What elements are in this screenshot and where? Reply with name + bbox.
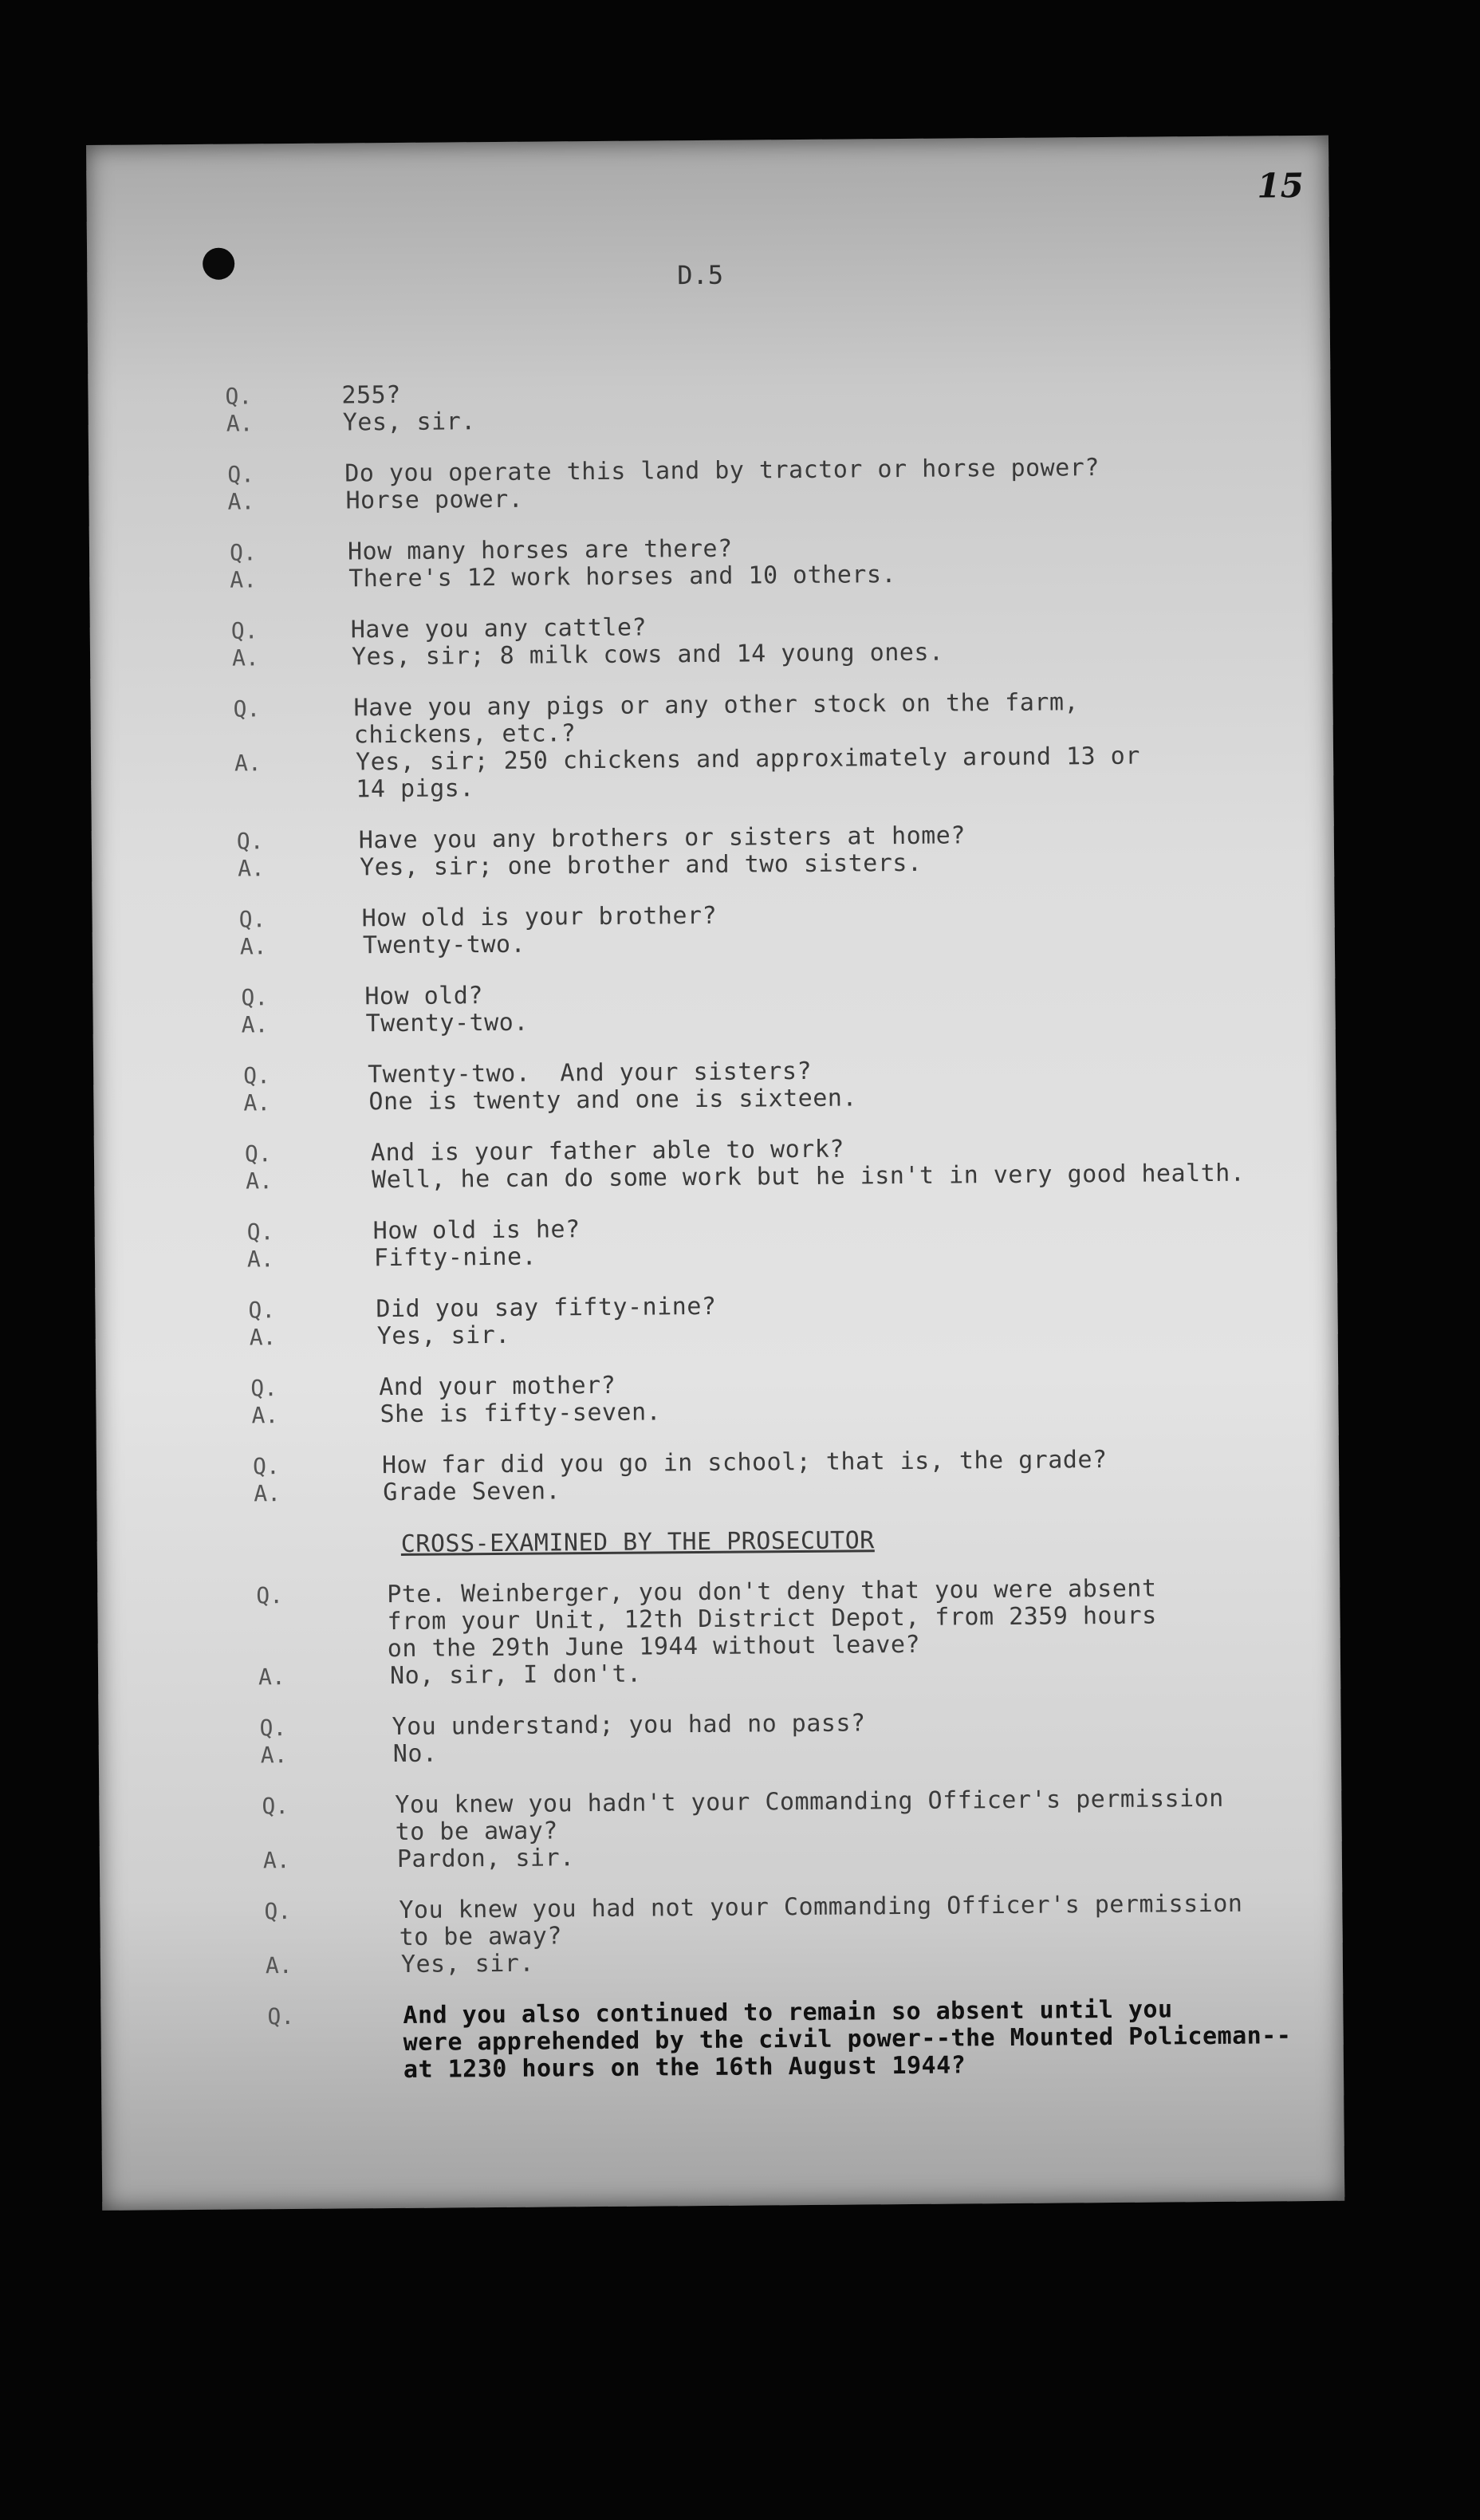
answer-text: Yes, sir. xyxy=(376,1321,510,1351)
question-text: You knew you had not your Commanding Officer's permission to be away? xyxy=(399,1889,1243,1951)
question-text: Have you any pigs or any other stock on the farm, chickens, etc.? xyxy=(353,688,1080,750)
answer-text: Pardon, sir. xyxy=(396,1844,575,1874)
page-identifier: D.5 xyxy=(677,259,724,291)
question-text: 255? xyxy=(341,380,401,410)
question-text: How many horses are there? xyxy=(347,534,733,566)
question-text: Have you any brothers or sisters at home? xyxy=(358,821,966,855)
question-text: You knew you hadn't your Commanding Officer's permission to be away? xyxy=(395,1784,1224,1847)
question-text: And is your father able to work? xyxy=(370,1135,845,1167)
section-heading: CROSS-EXAMINED BY THE PROSECUTOR xyxy=(400,1526,875,1558)
answer-text: Yes, sir. xyxy=(342,408,476,437)
question-marker: Q. xyxy=(244,1140,272,1167)
answer-text: No, sir, I don't. xyxy=(389,1660,642,1691)
question-marker: Q. xyxy=(229,539,257,566)
question-text: Do you operate this land by tractor or horse power? xyxy=(344,454,1100,488)
answer-text: Well, he can do some work but he isn't in very good health. xyxy=(372,1159,1246,1195)
question-marker: Q. xyxy=(248,1297,276,1324)
answer-marker: A. xyxy=(231,644,259,671)
answer-text: Twenty-two. xyxy=(362,930,526,960)
answer-marker: A. xyxy=(226,410,254,437)
answer-text: There's 12 work horses and 10 others. xyxy=(348,561,897,593)
answer-marker: A. xyxy=(230,566,258,593)
question-marker: Q. xyxy=(259,1715,287,1742)
document-page xyxy=(86,136,1344,2211)
answer-text: Twenty-two. xyxy=(365,1008,529,1038)
answer-marker: A. xyxy=(234,750,262,777)
answer-marker: A. xyxy=(246,1246,274,1273)
question-marker: Q. xyxy=(250,1375,278,1402)
answer-marker: A. xyxy=(249,1324,277,1351)
question-text: Twenty-two. And your sisters? xyxy=(368,1057,813,1089)
question-marker: Q. xyxy=(264,1898,292,1925)
question-text: Have you any cattle? xyxy=(350,613,648,644)
answer-marker: A. xyxy=(246,1167,274,1195)
answer-marker: A. xyxy=(262,1847,290,1874)
answer-marker: A. xyxy=(239,933,267,960)
question-marker: Q. xyxy=(267,2003,295,2030)
question-marker: Q. xyxy=(252,1453,280,1480)
answer-text: Grade Seven. xyxy=(383,1477,561,1507)
question-marker: Q. xyxy=(241,984,269,1011)
question-text: You understand; you had no pass? xyxy=(392,1709,866,1742)
answer-text: Yes, sir; one brother and two sisters. xyxy=(359,849,923,882)
answer-marker: A. xyxy=(265,1952,293,1979)
answer-text: One is twenty and one is sixteen. xyxy=(368,1084,858,1116)
answer-text: Yes, sir; 250 chickens and approximately around 13 or 14 pigs. xyxy=(355,742,1140,804)
answer-marker: A. xyxy=(238,855,265,882)
question-marker: Q. xyxy=(262,1793,289,1820)
question-text: How old? xyxy=(364,982,484,1011)
question-marker: Q. xyxy=(236,828,264,855)
question-text: Pte. Weinberger, you don't deny that you were absent from your Unit, 12th District Depot, from 2359 hours on the 29th June 1944 without leave? xyxy=(387,1574,1157,1664)
question-marker: Q. xyxy=(243,1062,271,1089)
answer-text: Yes, sir. xyxy=(400,1949,535,1979)
answer-marker: A. xyxy=(251,1402,279,1429)
question-marker: Q. xyxy=(227,461,255,488)
question-marker: Q. xyxy=(225,383,253,410)
answer-text: Horse power. xyxy=(345,485,524,515)
question-marker: Q. xyxy=(256,1582,284,1609)
answer-text: No. xyxy=(392,1739,438,1769)
answer-marker: A. xyxy=(243,1089,271,1116)
question-text: How old is your brother? xyxy=(361,901,718,933)
transcript xyxy=(86,136,1344,2211)
answer-marker: A. xyxy=(260,1742,288,1769)
answer-text: Fifty-nine. xyxy=(373,1242,537,1273)
answer-marker: A. xyxy=(258,1664,285,1691)
answer-marker: A. xyxy=(254,1480,281,1507)
question-text: How far did you go in school; that is, the grade? xyxy=(381,1445,1108,1480)
question-text: How old is he? xyxy=(372,1215,581,1246)
question-marker: Q. xyxy=(230,617,258,644)
answer-text: She is fifty-seven. xyxy=(380,1398,662,1429)
question-marker: Q. xyxy=(246,1219,274,1246)
answer-text: Yes, sir; 8 milk cows and 14 young ones. xyxy=(351,638,944,671)
answer-marker: A. xyxy=(227,488,255,515)
question-marker: Q. xyxy=(233,695,261,723)
question-text: And your mother? xyxy=(379,1371,616,1402)
question-marker: Q. xyxy=(238,906,266,933)
answer-marker: A. xyxy=(241,1011,269,1038)
folio-number: 15 xyxy=(1257,166,1305,206)
question-text: And you also continued to remain so absent until you were apprehended by the civil power--the Mounted Policeman-- at 1230 hours on the 16th August 1944? xyxy=(403,1995,1292,2084)
question-text: Did you say fifty-nine? xyxy=(376,1292,717,1324)
